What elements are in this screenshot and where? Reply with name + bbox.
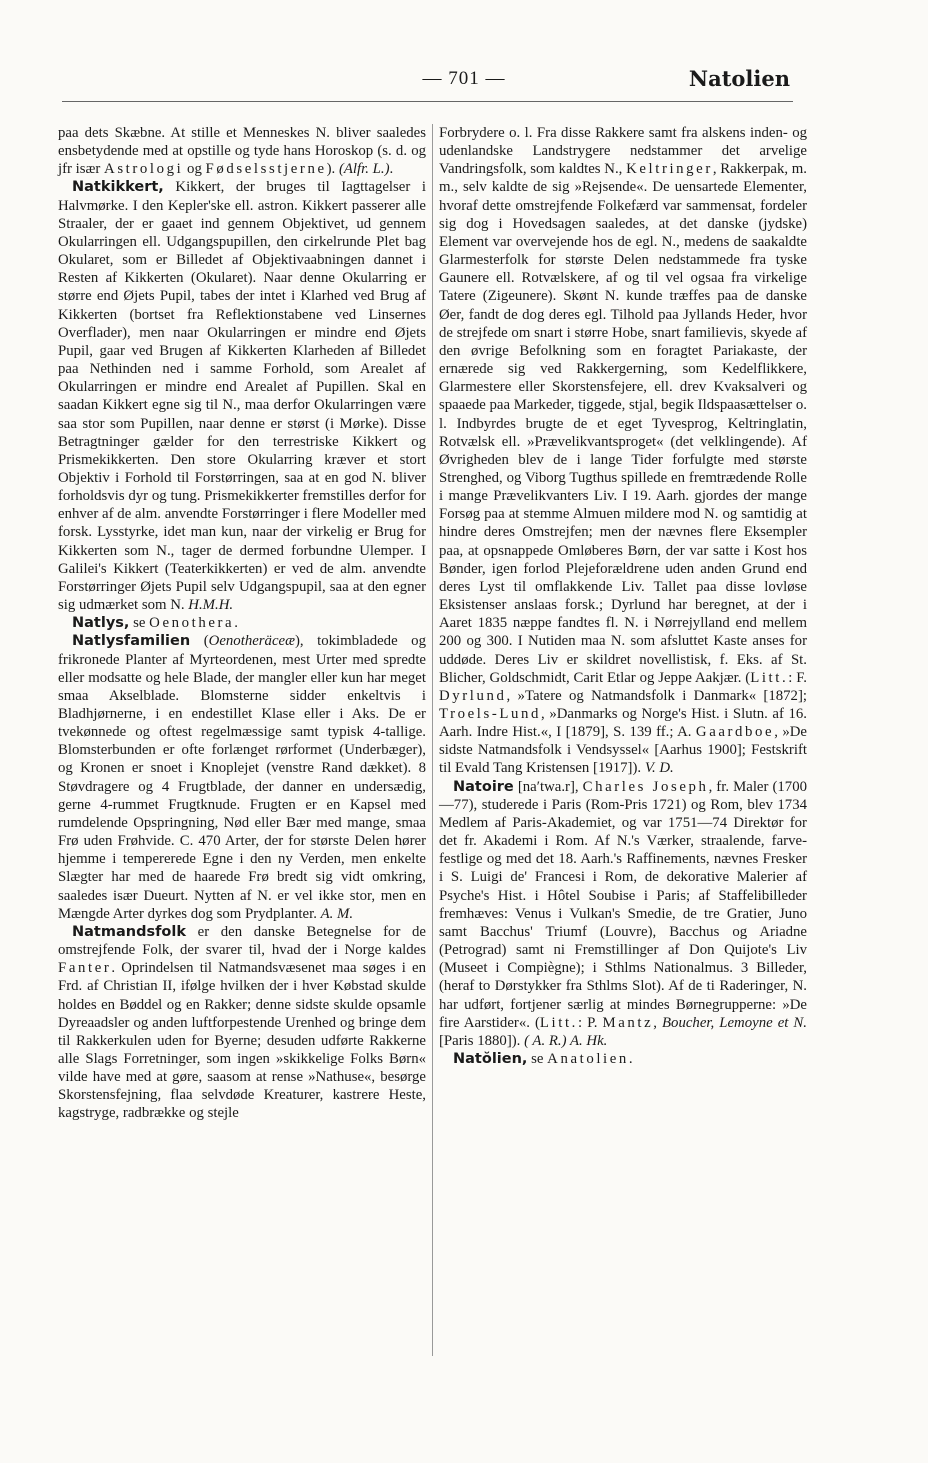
author-signature: (Alfr. L.) — [338, 161, 390, 178]
author-signature: Boucher, Lemoyne et N. — [662, 1014, 807, 1031]
entry-text: ( — [190, 633, 209, 650]
dictionary-entry — [439, 778, 807, 1050]
dictionary-entry — [58, 923, 426, 1123]
entry-headword: Natmandsfolk — [72, 923, 186, 940]
spaced-term: Troels-Lund — [439, 706, 542, 722]
page-number: — 701 — — [422, 68, 506, 89]
header-rule — [62, 101, 793, 102]
entry-text: ). — [326, 161, 339, 178]
spaced-term: Dyrlund — [439, 687, 507, 704]
entry-text: . — [628, 1050, 633, 1067]
spaced-term: Gaardboe — [695, 724, 775, 741]
spaced-term: Litt. — [539, 1014, 578, 1031]
entry-headword: Natlys, — [72, 615, 130, 632]
dictionary-entry — [439, 1050, 807, 1068]
author-signature: A. M. — [320, 905, 354, 922]
entry-text: , »De sidste Natmandsfolk i Vendsyssel« [Aarhus 1900]; Festskrift til Evald Tang Kristensen [1917]). — [439, 724, 807, 777]
entry-text: , — [653, 1014, 663, 1031]
entry-text: Kikkert, der bruges til Iagttagelser i Halvmørke. I den Kepler'ske ell. astron. Kikkert passerer alle Straaler, der er gaaet ind gennem Objektivet, ud gennem Okularringen ell. Udgangspupillen, den cirkelrunde Plet bag Okularet, som er Billedet af Objektivaabningen dannet i Resten af Kikkerten (Okularet). Naar denne Okularring er større end Øjets Pupil, tabes der intet i Klarhed ved Brug af Kikkerten (bortset fra Reflektionstabene ved Linsernes Overflader), men naar Okularringen er mindre end Øjets Pupil, gaar ved Brugen af Kikkerten Klarheden af Billedet paa Nethinden ned i samme Forhold, som Arealet af Okularringen er mindre end Arealet af Pupillen. Skal en saadan Kikkert egne sig til N., maa derfor Okularringen være saa stor som Pupillen, naar denne er størst (i Mørke). Disse Betragtninger gælder for den terrestriske Kikkert og Prismekikkerten. Den store Okularring kræver et stort Objektiv i Forhold til Forstørringen, saa at en god N. bliver forholdsvis dyr og tung. Prismekikkerter fremstilles derfor for enhver af de alm. anvendte Forstørringer i flere Modeller med forsk. Lysstyrke, idet man kun, naar der virkelig er Brug for Kikkerten som N., tager de dermed forbundne Ulemper. I Galilei's Kikkert (Teaterkikkerten) er ved de alm. anvendte Forstørringer Øjets Pupil selv Udgangspupil, saa at den egner sig udmærket som N. — [58, 179, 426, 614]
entry-text: . — [389, 161, 394, 178]
running-head: Natolien — [688, 66, 790, 91]
dictionary-entry — [58, 614, 426, 632]
spaced-term: Keltringer — [626, 161, 713, 178]
continued-text — [439, 124, 807, 778]
author-signature: Oenotheräceæ — [208, 633, 295, 650]
entry-text: ), tokimbladede og frikronede Planter af Myrteordenen, mest Urter med spredte eller modsatte og hele Blade, der mangler eller kun har meget smaa Akselblade. Blomsterne sidder enkeltvis i Bladhjørnerne, i en endestillet Klase eller i Aks. De er tvekønnede og oftest regelmæssige samt typisk 4-tallige. Blomsterbunden er ofte forlænget rørformet (Underbæger), og Kronen er snoet i Knoplejet (venstre Rand dækket). 8 Støvdragere og 4 Frugtblade, der danner en undersædig, gerne 4-rummet Frugtknude. Frugten er en Kapsel med rumdelende Opspringning, Nød eller Bær med mange, smaa Frø uden Frøhvide. C. 470 Arter, der for største Delen hører hjemme i tempererede Egne i den ny Verden, men enkelte Slægter har med de haarede Frø bredt sig vidt omkring, saaledes især Dueurt. Nytten af N. er vel ikke stor, men en Mængde Arter dyrkes dog som Prydplanter. — [58, 633, 426, 922]
column-divider — [432, 124, 433, 1356]
entry-text: se — [527, 1050, 548, 1067]
entry-text: , fr. Maler (1700—77), studerede i Paris (Rom-Pris 1721) og Rom, blev 1734 Medlem af Paris-Akademiet, og var 1751—74 Direktør for det fr. Akademi i Rom. Af N.'s Værker, straalende, farve-festlige og med det 18. Aarh.'s Raffinements, nævnes Fresker i S. Luigi de' Francesi i Rom, de dekorative Malerier af Psyche's Hist. i Hôtel Soubise i Paris; af Staffelibilleder fremhæves: Venus i Vulkan's Smedie, de tre Gratier, Juno samt Bacchus' Triumf (Louvre), Bacchus og Ariadne (Petrograd) samt ni Fremstillinger af Don Quijote's Liv (Museet i Compiègne); i Sthlms Nationalmus. 3 Billeder, (heraf to Dørstykker fra Sthlms Slot). Af de ti Raderinger, N. har udført, fortjener særlig at mindes Børnegrupperne: »De fire Aarstider«. ( — [439, 778, 807, 1031]
continued-text — [58, 124, 426, 178]
spaced-term: Litt. — [750, 669, 789, 686]
author-signature: ( A. R.) A. Hk. — [524, 1032, 608, 1049]
entry-text: se — [129, 615, 150, 632]
entry-text: Forbrydere o. l. Fra disse Rakkere samt fra alskens inden- og udenlandske Landstrygere nedstammer det arvelige Vandringsfolk, som kaldtes N., — [439, 125, 807, 178]
entry-text: . Oprindelsen til Natmandsvæsenet maa søges i en Frd. af Christian II, ifølge hvilken der i hver Købstad skulde holdes en Bøddel og en Rakker; denne sidste skulde opsamle Dyreaadsler og anden luftforpestende Urenhed og bringe dem til Rakkerkulen uden for Byerne; desuden udførte Rakkerne alle Slags Forretninger, som ingen »skikkelige Folks Børn« vilde have med at gøre, saasom at rense »Nathuse«, besørge Skorstensfejning, flaa selvdøde Kreaturer, kastrere Heste, kagstryge, radbrække og stejle — [58, 960, 426, 1122]
dictionary-entry — [58, 632, 426, 923]
right-column — [439, 124, 807, 1068]
entry-text: og — [183, 161, 206, 178]
page-header — [0, 62, 928, 98]
entry-headword: Natlysfamilien — [72, 633, 191, 650]
spaced-term: Fødselsstjerne — [205, 161, 327, 178]
spaced-term: Oenothera — [149, 615, 235, 632]
left-column — [58, 124, 426, 1123]
entry-headword: Natkikkert, — [72, 179, 164, 196]
author-signature: V. D. — [644, 760, 674, 777]
entry-text: [Paris 1880]). — [439, 1032, 525, 1049]
spaced-term: Anatolien — [547, 1050, 629, 1067]
entry-text: : F. — [788, 669, 807, 686]
entry-text: : P. — [577, 1014, 603, 1031]
spaced-term: Charles Joseph — [582, 778, 709, 795]
entry-text: , »Danmarks og Norge's Hist. i Slutn. af 16. Aarh. Indre Hist.«, I [1879], S. 139 ff.; A. — [439, 706, 807, 741]
spaced-term: Astrologi — [104, 161, 184, 178]
entry-text: , Rakkerpak, m. m., selv kaldte de sig »Rejsende«. De uensartede Elementer, hvoraf dette omstrejfende Folkefærd var sammensat, fordeler sig dog i Hovedsagen saaledes, at det danske (jydske) Element var overvejende hos de egl. N., medens de saakaldte Glarmesterfolk for største Delen nedstammede fra tyske Gaunere ell. Rotvælskere, af og til vel ogsaa fra virkelige Tatere (Zigeunere). Skønt N. kunde træffes paa de danske Øer, fandt de dog deres egl. Tilhold paa Jyllands Heder, hvor de strejfede om snart i større Hobe, snart familievis, skyede af den øvrige Befolkning som en foragtet Pariakaste, der ernærede sig ved Rakkergerning, som Kedelflikkere, Glarmestere eller Skorstensfejere, ell. drev Kvaksalveri og spaaede paa Markeder, tiggede, stjal, begik Ildspaasættelser o. l. Indbyrdes brugte de et eget Tyvesprog, Keltringlatin, Rotvælsk ell. »Prævelikvantsproget« (det velklingende). Af Øvrigheden blev de i lange Tider forfulgte med største Strenghed, og Viborg Tugthus spillede en fremtrædende Rolle i mange Prævelikvanters Liv. I 19. Aarh. gjordes der mange Forsøg paa at stemme Almuen mildere mod N. og samtidig at hindre deres Omstrejfen; men der nævnes flere Eksempler paa, at opsnappede Omløberes Børn, der var satte i Kost hos Bønder, igen forlod Plejeforældrene uden anden Grund end deres Lyst til omflakkende Liv. Tallet paa disse lovløse Eksistenser anslaas forsk.; Dyrlund har beregnet, at der i Aaret 1835 næppe fandtes fl. N. i Nørrejylland end mellem 200 og 300. I Nutiden maa N. som afsluttet Kaste anses for uddøde. Deres Liv er skildret novellistisk, f. Eks. af St. Blicher, Goldschmidt, Carit Etlar og Jeppe Aakjær. ( — [439, 161, 807, 686]
entry-text: [naʹtwa.r], — [513, 778, 583, 795]
dictionary-entry — [58, 178, 426, 614]
entry-text: paa dets Skæbne. At stille et Menneskes N. bliver saaledes ensbetydende med at opstille og tyde hans Horoskop (s. d. og jfr især — [58, 125, 426, 178]
entry-headword: Natŏlien, — [453, 1050, 528, 1067]
entry-text: . — [234, 615, 238, 632]
spaced-term: Fanter — [58, 960, 112, 977]
entry-headword: Natoire — [453, 778, 514, 795]
spaced-term: Mantz — [602, 1014, 654, 1031]
entry-text: er den danske Betegnelse for de omstrejfende Folk, der svarer til, hvad der i Norge kaldes — [58, 923, 426, 959]
entry-text: , »Tatere og Natmandsfolk i Danmark« [1872]; — [506, 687, 807, 704]
author-signature: H.M.H. — [188, 597, 234, 614]
